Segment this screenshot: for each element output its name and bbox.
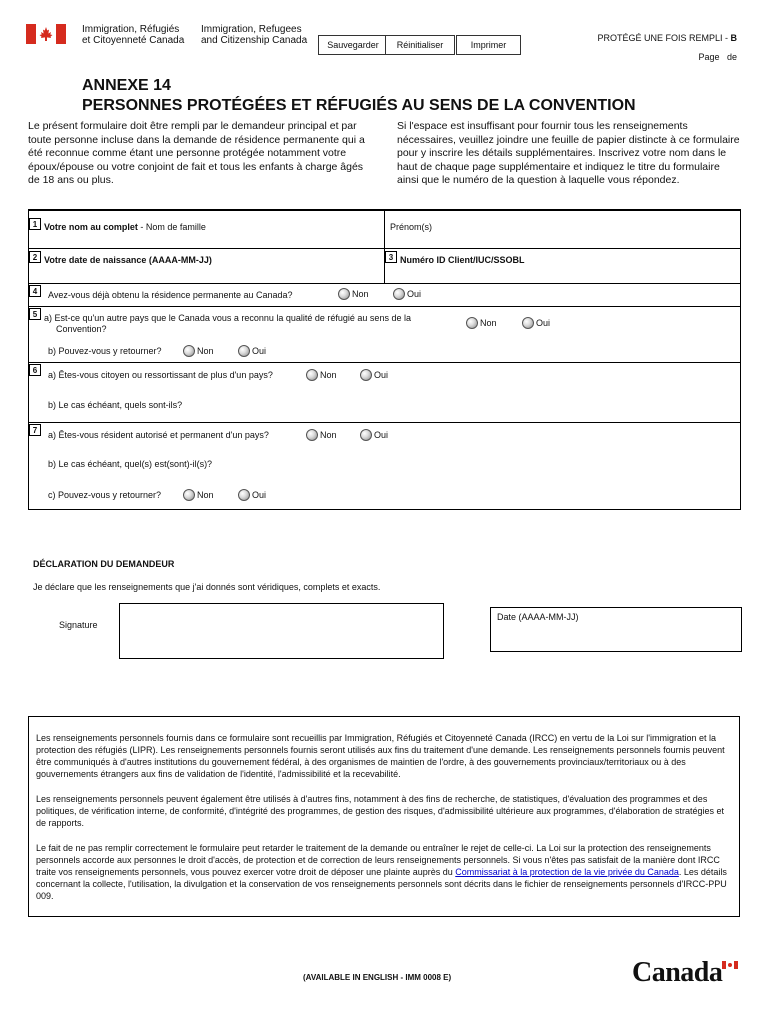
radio-icon[interactable] [306,369,318,381]
q7c-label: c) Pouvez-vous y retourner? [48,490,162,500]
protected-label: PROTÉGÉ UNE FOIS REMPLI - B [597,33,737,43]
radio-icon[interactable] [360,369,372,381]
privacy-paragraph-2: Les renseignements personnels peuvent également être utilisés à d'autres fins, notamment à des fins de recherche, de statistiques, d'évaluation des programmes et des politiques, de vérification interne, de conformité, d'intégrité des programmes, de gestion des risques, d'admissibilité ultérieure aux programmes, d'élaboration de stratégies et de rapports. [36,794,725,828]
intro-right: Si l'espace est insuffisant pour fournir tous les renseignements nécessaires, veuillez joindre une feuille de papier distincte à ce formulaire pour y inscrire les détails supplémentaires. Inscrivez votre nom dans le haut de chaque page supplémentaire et indiquez le titre du formulaire ainsi que le numéro de la question à laquelle vous répondez. [397,120,740,187]
q7a-yes-option[interactable]: Oui [360,429,388,441]
q7a-label: a) Êtes-vous résident autorisé et permanent d'un pays? [48,430,269,440]
radio-icon[interactable] [338,288,350,300]
radio-icon[interactable] [466,317,478,329]
canada-flag-icon [26,24,66,44]
date-label: Date (AAAA-MM-JJ) [497,612,579,622]
radio-icon[interactable] [183,345,195,357]
q4-yes-option[interactable]: Oui [393,288,421,300]
q6a-no-option[interactable]: Non [306,369,337,381]
radio-icon[interactable] [183,489,195,501]
q7c-no-option[interactable]: Non [183,489,214,501]
q7b-label: b) Le cas échéant, quel(s) est(sont)-il(s)? [48,459,213,469]
radio-icon[interactable] [238,345,250,357]
department-name-fr: Immigration, Réfugiés et Citoyenneté Canada [82,24,185,46]
q5a-yes-option[interactable]: Oui [522,317,550,329]
q7c-yes-option[interactable]: Oui [238,489,266,501]
signature-label: Signature [59,620,98,630]
q1-number: 1 [29,218,41,230]
q1-given-name-label: Prénom(s) [390,222,433,232]
intro-left: Le présent formulaire doit être rempli par le demandeur principal et par toute personne incluse dans la demande de résidence permanente qui a été reconnue comme étant une personne protégée notamment votre époux/épouse ou votre conjoint de fait et tous les enfants à charge âgés de 18 ans ou plus. [28,120,365,187]
declaration-heading: DÉCLARATION DU DEMANDEUR [33,559,175,569]
q2-label: Votre date de naissance (AAAA-MM-JJ) [44,255,212,265]
q6a-label: a) Êtes-vous citoyen ou ressortissant de plus d'un pays? [48,370,273,380]
q5b-no-option[interactable]: Non [183,345,214,357]
q5a-label: a) Est-ce qu'un autre pays que le Canada vous a reconnu la qualité de réfugié au sens de la Convention? [44,313,411,334]
q5a-no-option[interactable]: Non [466,317,497,329]
q1-label: Votre nom au complet - Nom de famille [44,222,206,232]
radio-icon[interactable] [522,317,534,329]
save-button[interactable]: Sauvegarder [318,35,388,55]
q5b-yes-option[interactable]: Oui [238,345,266,357]
signature-field[interactable] [119,603,444,659]
q4-label: Avez-vous déjà obtenu la résidence permanente au Canada? [48,290,293,300]
q6a-yes-option[interactable]: Oui [360,369,388,381]
wordmark-flag-icon [722,961,738,969]
q6-number: 6 [29,364,41,376]
q5-number: 5 [29,308,41,320]
radio-icon[interactable] [306,429,318,441]
department-name-en: Immigration, Refugees and Citizenship Canada [201,24,308,46]
privacy-paragraph-3: Le fait de ne pas remplir correctement le formulaire peut retarder le traitement de la demande ou entraîner le rejet de celle-ci. La Loi sur la protection des renseignements personnels accorde aux personnes le droit d'accès, de protection et de correction de leurs renseignements personnels. Si vous n'êtes pas satisfait de la manière dont IRCC traite vos renseignements personnels, vous pouvez exercer votre droit de déposer une plainte auprès du Commissariat à la protection de la vie privée du Canada. Les détails concernant la collecte, l'utilisation, la divulgation et la conservation de vos renseignements personnels sont décrits dans le fichier de renseignements personnels d'IRCC-PPU 009. [36,843,727,901]
privacy-paragraph-1: Les renseignements personnels fournis dans ce formulaire sont recueillis par Immigration, Réfugiés et Citoyenneté Canada (IRCC) en vertu de la Loi sur l'immigration et la protection des réfugiés (LIPR). Les renseignements personnels fournis seront utilisés aux fins du traitement d'une demande. Les renseignements personnels fournis peuvent être communiqués à d'autres institutions du gouvernement fédéral, à des organismes de maintien de l'ordre, à des gouvernements provinciaux/territoriaux ou à des gouvernements étrangers aux fins de validation de l'identité, l'admissibilité et la recevabilité. [36,733,725,779]
radio-icon[interactable] [393,288,405,300]
q3-number: 3 [385,251,397,263]
q5b-label: b) Pouvez-vous y retourner? [48,346,162,356]
q2-number: 2 [29,251,41,263]
radio-icon[interactable] [238,489,250,501]
page-title: ANNEXE 14 PERSONNES PROTÉGÉES ET RÉFUGIÉS AU SENS DE LA CONVENTION [82,77,636,114]
page-number: Page de [698,52,737,62]
declaration-text: Je déclare que les renseignements que j'ai donnés sont véridiques, complets et exacts. [33,582,381,592]
q7a-no-option[interactable]: Non [306,429,337,441]
q3-label: Numéro ID Client/IUC/SSOBL [400,255,525,265]
reset-button[interactable]: Réinitialiser [385,35,455,55]
q6b-label: b) Le cas échéant, quels sont-ils? [48,400,183,410]
radio-icon[interactable] [360,429,372,441]
privacy-commissioner-link[interactable]: Commissariat à la protection de la vie privée du Canada [455,867,679,877]
footer-note: (AVAILABLE IN ENGLISH - IMM 0008 E) [303,973,452,982]
q4-no-option[interactable]: Non [338,288,369,300]
print-button[interactable]: Imprimer [456,35,521,55]
q4-number: 4 [29,285,41,297]
canada-wordmark: Canada [632,957,723,988]
q7-number: 7 [29,424,41,436]
